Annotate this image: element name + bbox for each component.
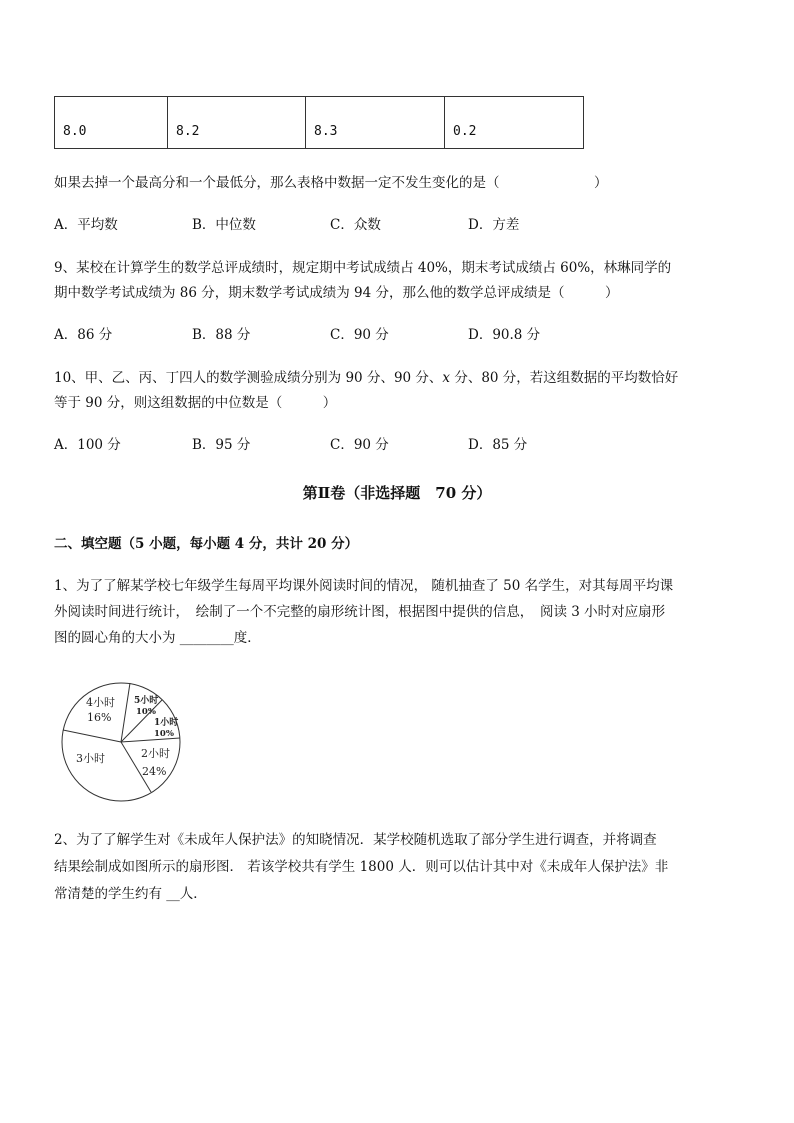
fill1-line-2: 外阅读时间进行统计， 绘制了一个不完整的扇形统计图，根据图中提供的信息， 阅读 3 小时对应扇形 (54, 604, 666, 620)
q9-option-b: B．88 分 (192, 327, 251, 343)
fill2-line-2: 结果绘制成如图所示的扇形图． 若该学校共有学生 1800 人．则可以估计其中对《未成年人保护法》非 (54, 859, 669, 875)
q10-line-1 (54, 366, 678, 386)
q8-question-text: 如果去掉一个最高分和一个最低分，那么表格中数据一定不发生变化的是（ ） (54, 175, 608, 191)
q10-option-d: D．85 分 (468, 437, 528, 453)
table-cell: 8.0 (55, 97, 168, 149)
q9-line-2: 期中数学考试成绩为 86 分，期末数学考试成绩为 94 分，那么他的数学总评成绩是（ ） (54, 285, 619, 301)
pie-pct-2h: 24% (142, 765, 167, 778)
section-two-heading: 二、填空题（5 小题，每小题 4 分，共计 20 分） (54, 536, 359, 552)
pie-label-1h: 1小时 (154, 718, 179, 728)
q8-option-d: D．方差 (468, 217, 520, 233)
fill2-line-3: 常清楚的学生约有 __人． (54, 886, 207, 902)
q8-option-c: C．众数 (330, 217, 381, 233)
q8-option-b: B．中位数 (192, 217, 256, 233)
q9-option-a: A．86 分 (54, 327, 113, 343)
q10-line-2: 等于 90 分，则这组数据的中位数是（ ） (54, 395, 337, 411)
table-cell: 0.2 (445, 97, 584, 149)
q10-variable-x: x (442, 370, 451, 386)
score-table (54, 96, 584, 149)
q9-line-1: 9、某校在计算学生的数学总评成绩时，规定期中考试成绩占 40%，期末考试成绩占 60%，林琳同学的 (54, 260, 672, 276)
fill1-line-3: 图的圆心角的大小为 ________度． (54, 630, 261, 646)
pie-label-4h: 4小时 (86, 696, 115, 709)
pie-chart (56, 680, 186, 804)
q10-option-b: B．95 分 (192, 437, 251, 453)
q10-option-c: C．90 分 (330, 437, 389, 453)
q9-option-d: D．90.8 分 (468, 327, 541, 343)
pie-label-3h: 3小时 (76, 752, 105, 765)
q10-line-1-part-a: 10、甲、乙、丙、丁四人的数学测验成绩分别为 90 分、90 分、 (54, 370, 443, 386)
fill1-line-1: 1、为了了解某学校七年级学生每周平均课外阅读时间的情况， 随机抽查了 50 名学生，对其每周平均课 (54, 578, 674, 594)
q10-line-1-part-b: 分、80 分，若这组数据的平均数恰好 (450, 370, 679, 386)
fill2-line-1: 2、为了了解学生对《未成年人保护法》的知晓情况．某学校随机选取了部分学生进行调查，并将调查 (54, 832, 657, 848)
pie-pct-4h: 16% (87, 711, 112, 724)
q9-option-c: C．90 分 (330, 327, 389, 343)
pie-label-2h: 2小时 (141, 747, 170, 760)
pie-pct-5h: 10% (136, 707, 156, 717)
q10-option-a: A．100 分 (54, 437, 121, 453)
part-two-title: 第Ⅱ卷（非选择题 70 分） (302, 484, 492, 502)
table-cell: 8.2 (168, 97, 306, 149)
q8-option-a: A．平均数 (54, 217, 118, 233)
pie-label-5h: 5小时 (134, 696, 159, 706)
table-cell: 8.3 (306, 97, 445, 149)
pie-pct-1h: 10% (154, 729, 174, 739)
